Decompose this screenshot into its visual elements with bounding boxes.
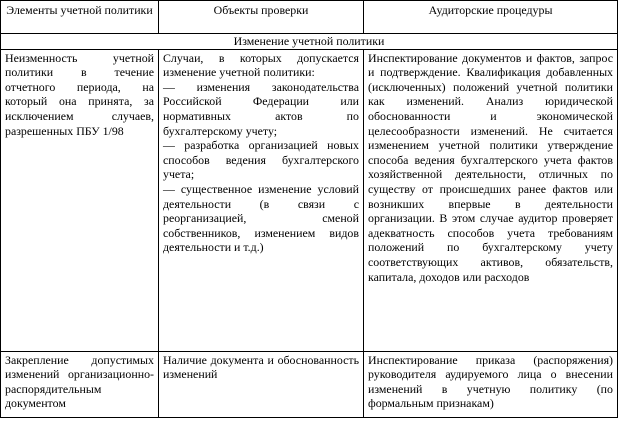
section-title: Изменение учетной политики (1, 34, 618, 50)
row1-objects (159, 49, 364, 351)
row1-object-item: — изменения законодательства Российской Федерации или нормативных актов по бухгалтерскому учету; (163, 79, 359, 138)
header-procedures: Аудиторские процедуры (364, 1, 618, 34)
row2-object: Наличие документа и обоснованность изменений (159, 351, 364, 417)
table-row (1, 351, 618, 417)
header-elements: Элементы учетной политики (1, 1, 159, 34)
row1-element: Неизменность учетной политики в течение отчетного периода, на который она принята, за исключением случаев, разрешенных ПБУ 1/98 (1, 49, 159, 351)
row1-object-intro: Случаи, в которых допускается изменение учетной политики: (163, 50, 359, 80)
row2-procedure: Инспектирование приказа (распоряжения) руководителя аудируемого лица о внесении изменений в учетную политику (по формальным признакам) (364, 351, 618, 417)
row1-procedure: Инспектирование документов и фактов, запрос и подтверждение. Квалификация добавленных (исключенных) положений учетной политики как изменений. Анализ юридической обоснованности и экономической целесообразности изменений. Не считается изменением учетной политики утверждение способа ведения бухгалтерского учета фактов хозяйственной деятельности, отличных по существу от происшедших ранее фактов или возникших впервые в деятельности организации. В этом случае аудитор проверяет адекватность способов учета требованиям положений по бухгалтерскому учету соответствующих активов, обязательств, капитала, доходов или расходов (364, 49, 618, 351)
row2-element: Закрепление допустимых изменений организационно-распорядительным документом (1, 351, 159, 417)
table-row (1, 49, 618, 351)
section-row (1, 34, 618, 50)
header-objects: Объекты проверки (159, 1, 364, 34)
header-row (1, 1, 618, 34)
row1-object-item: — существенное изменение условий деятельности (в связи с реорганизацией, сменой собственников, изменением видов деятельности и т.д.) (163, 181, 359, 255)
row1-object-item: — разработка организацией новых способов ведения бухгалтерского учета; (163, 138, 359, 182)
